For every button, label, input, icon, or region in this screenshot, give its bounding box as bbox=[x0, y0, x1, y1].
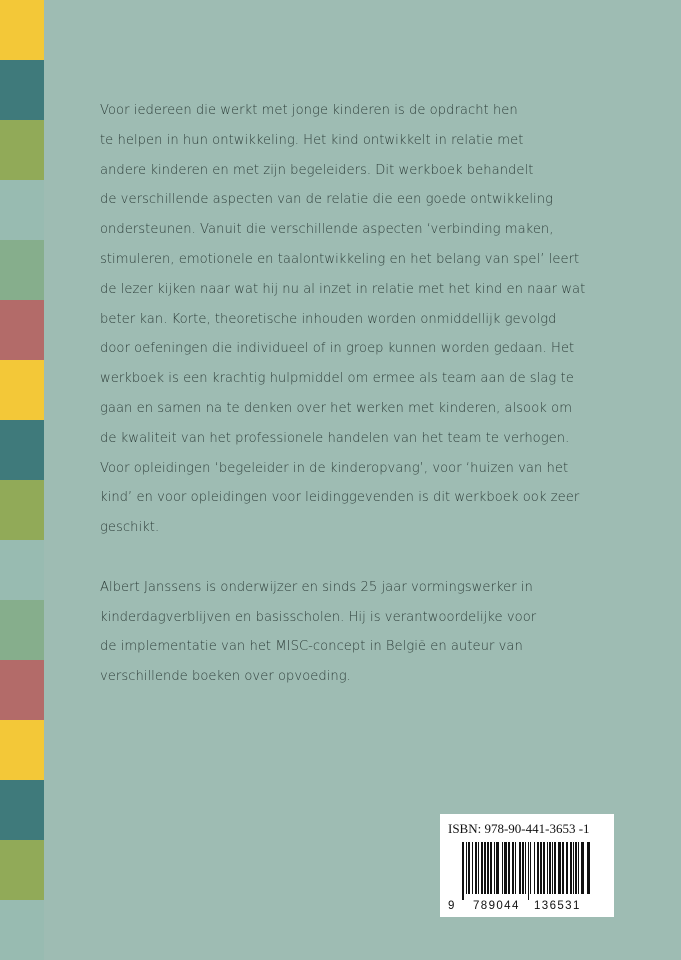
summary-line: gaan en samen na te denken over het werken met kinderen, alsook om bbox=[100, 400, 573, 416]
summary-line: door oefeningen die individueel of in groep kunnen worden gedaan. Het bbox=[100, 341, 575, 357]
barcode-bar bbox=[512, 842, 514, 894]
summary-line: de kwaliteit van het professionele handelen van het team te verhogen. bbox=[100, 430, 570, 446]
barcode-bar bbox=[515, 842, 516, 894]
color-stripe bbox=[0, 60, 44, 120]
barcode-bar bbox=[581, 842, 584, 894]
barcode-bar bbox=[472, 842, 473, 894]
summary-line: ondersteunen. Vanuit die verschillende aspecten ‘verbinding maken, bbox=[100, 222, 554, 238]
barcode-bar bbox=[534, 842, 535, 894]
barcode-bar bbox=[466, 842, 467, 894]
summary-paragraph bbox=[100, 96, 620, 543]
color-stripe bbox=[0, 0, 44, 60]
barcode-bar bbox=[490, 842, 492, 894]
barcode-bar bbox=[519, 842, 521, 894]
author-bio-line: Albert Janssens is onderwijzer en sinds 25 jaar vormingswerker in bbox=[100, 579, 533, 595]
barcode-bar bbox=[504, 842, 507, 894]
barcode-bar bbox=[481, 842, 483, 894]
barcode-bar bbox=[547, 842, 548, 894]
barcode-bar bbox=[484, 842, 486, 894]
barcode-digit-first: 9 bbox=[448, 900, 455, 912]
barcode-bar bbox=[549, 842, 551, 894]
color-stripe bbox=[0, 420, 44, 480]
barcode-bar bbox=[587, 842, 590, 894]
barcode-bar bbox=[570, 842, 572, 894]
author-bio-line: de implementatie van het MISC-concept in België en auteur van bbox=[100, 639, 523, 655]
summary-line: Voor opleidingen ‘begeleider in de kinderopvang’, voor ‘huizen van het bbox=[100, 460, 569, 476]
author-bio-line: kinderdagverblijven en basisscholen. Hij is verantwoordelijke voor bbox=[100, 609, 537, 625]
summary-line: de lezer kijken naar wat hij nu al inzet in relatie met het kind en naar wat bbox=[100, 281, 586, 297]
isbn-barcode bbox=[440, 814, 614, 917]
summary-line: te helpen in hun ontwikkeling. Het kind ontwikkelt in relatie met bbox=[100, 132, 524, 148]
color-stripe bbox=[0, 540, 44, 600]
barcode-bar bbox=[502, 842, 503, 894]
color-stripe bbox=[0, 120, 44, 180]
barcode-bar bbox=[543, 842, 545, 894]
summary-line: beter kan. Korte, theoretische inhouden worden onmiddellijk gevolgd bbox=[100, 311, 557, 327]
back-cover-text bbox=[100, 96, 620, 692]
barcode-bar bbox=[494, 842, 495, 894]
isbn-label: ISBN: 978-90-441-3653 -1 bbox=[448, 821, 590, 836]
author-bio-line: verschillende boeken over opvoeding. bbox=[100, 669, 351, 685]
barcode-digits-right: 136531 bbox=[534, 900, 581, 912]
color-stripe bbox=[0, 660, 44, 720]
barcode-bar bbox=[487, 842, 489, 894]
color-stripe bbox=[0, 900, 44, 960]
paragraph-gap bbox=[100, 543, 620, 573]
barcode-bar bbox=[537, 842, 539, 894]
color-stripe bbox=[0, 300, 44, 360]
color-stripe bbox=[0, 600, 44, 660]
color-stripe bbox=[0, 240, 44, 300]
color-stripe-bar bbox=[0, 0, 44, 960]
barcode-bar bbox=[530, 842, 531, 894]
barcode-digits-left: 789044 bbox=[473, 900, 520, 912]
summary-line: andere kinderen en met zijn begeleiders. Dit werkboek behandelt bbox=[100, 162, 534, 178]
barcode-bar bbox=[552, 842, 553, 894]
barcode-bar bbox=[462, 842, 464, 900]
barcode-bar bbox=[554, 842, 556, 894]
barcode-bars bbox=[462, 842, 592, 900]
barcode-bar bbox=[478, 842, 479, 894]
barcode-bar bbox=[562, 842, 564, 894]
barcode-bar bbox=[573, 842, 574, 894]
color-stripe bbox=[0, 360, 44, 420]
author-bio-paragraph bbox=[100, 573, 620, 692]
barcode-bar bbox=[528, 842, 529, 900]
barcode-bar bbox=[575, 842, 577, 894]
summary-line: werkboek is een krachtig hulpmiddel om ermee als team aan de slag te bbox=[100, 371, 574, 387]
color-stripe bbox=[0, 780, 44, 840]
color-stripe bbox=[0, 840, 44, 900]
color-stripe bbox=[0, 180, 44, 240]
summary-line: stimuleren, emotionele en taalontwikkeling en het belang van spel’ leert bbox=[100, 251, 580, 267]
summary-line: de verschillende aspecten van de relatie die een goede ontwikkeling bbox=[100, 192, 553, 208]
barcode-bar bbox=[540, 842, 542, 894]
barcode-bar bbox=[558, 842, 561, 894]
barcode-bar bbox=[566, 842, 568, 894]
color-stripe bbox=[0, 720, 44, 780]
barcode-bar bbox=[522, 842, 524, 894]
barcode-bar bbox=[475, 842, 477, 894]
color-stripe bbox=[0, 480, 44, 540]
barcode-bar bbox=[525, 842, 526, 894]
summary-line: geschikt. bbox=[100, 520, 160, 536]
summary-line: Voor iedereen die werkt met jonge kinderen is de opdracht hen bbox=[100, 103, 518, 118]
barcode-bar bbox=[508, 842, 510, 894]
barcode-bar bbox=[468, 842, 470, 894]
barcode-bar bbox=[496, 842, 499, 894]
barcode-bar bbox=[578, 842, 579, 894]
summary-line: kind’ en voor opleidingen voor leidinggevenden is dit werkboek ook zeer bbox=[100, 490, 580, 506]
